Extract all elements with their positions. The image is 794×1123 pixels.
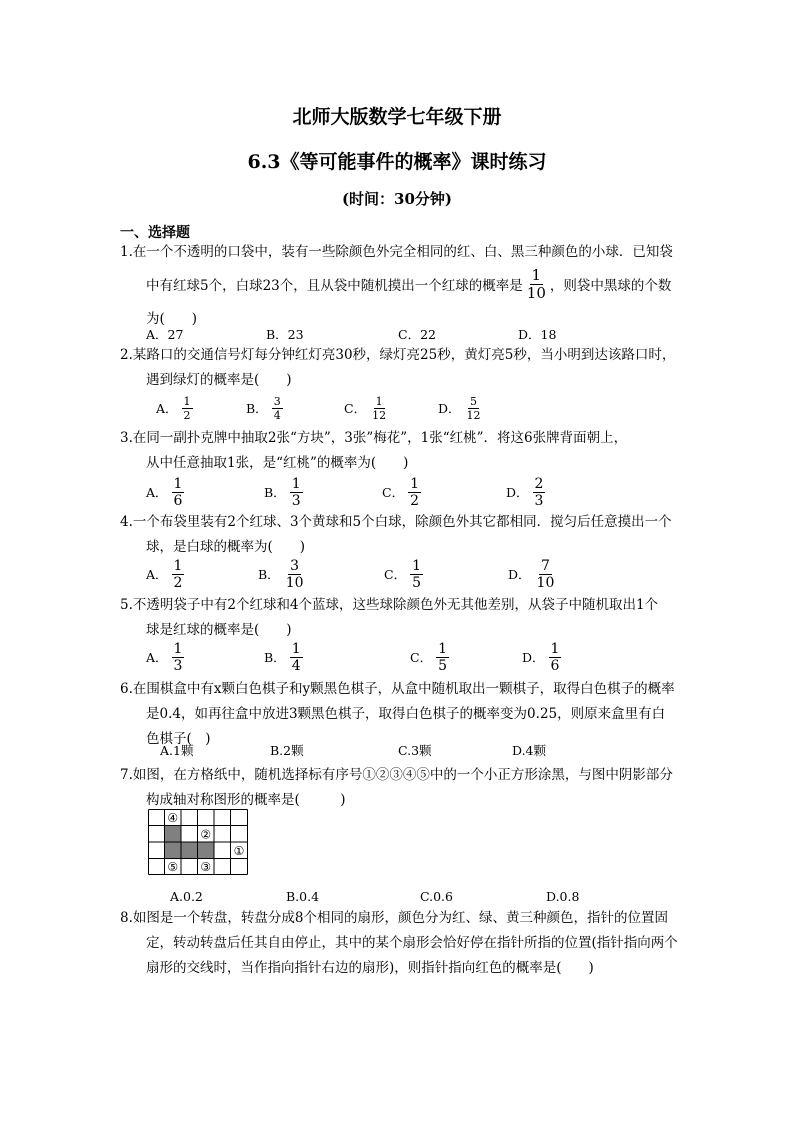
fraction-numerator: 3 [273,394,281,408]
option-a[interactable] [146,557,184,591]
fraction-numerator: 7 [540,557,550,574]
option-label: C． [384,567,407,582]
question-5-line-2: 球是红球的概率是( ) [146,622,292,638]
question-5-options [146,640,706,674]
option-label: A． [156,401,178,416]
fraction-numerator: 1 [291,640,301,657]
fraction-numerator: 1 [173,475,183,492]
question-3 [120,426,700,476]
option-label: D． [506,485,529,500]
option-label: B． [264,650,286,665]
fraction-denominator: 2 [183,408,191,422]
option-a[interactable]: A.1颗 [160,743,194,758]
cell-label-3[interactable]: ③ [200,860,212,874]
option-fraction [172,559,185,590]
question-1-line-1: 1.在一个不透明的口袋中，装有一些除颜色外完全相同的红、白、黑三种颜色的小球．已知袋 [120,244,673,260]
question-3-options [146,475,706,509]
question-1-line-3: 为( ) [146,311,198,327]
option-c[interactable]: C．22 [398,327,436,342]
fraction-numerator: 1 [291,475,301,492]
question-5-line-1: 5.不透明袋子中有2个红球和4个蓝球，这些球除颜色外无其他差别，从袋子中随机取出1个 [120,597,659,613]
option-b[interactable]: B.2颗 [270,743,304,758]
option-fraction [533,477,546,508]
fraction-numerator: 1 [438,640,447,657]
question-4-line-1: 4.一个布袋里装有2个红球、3个黄球和5个白球，除颜色外其它都相同．搅匀后任意摸出一个 [120,514,672,530]
option-fraction [408,477,421,508]
question-2-line-1: 2.某路口的交通信号灯每分钟红灯亮30秒，绿灯亮25秒，黄灯亮5秒，当小明到达该路口时， [120,347,676,363]
question-8 [120,906,700,981]
fraction-denominator: 4 [291,657,301,674]
fraction-denominator: 12 [372,408,387,422]
question-5 [120,593,700,643]
option-b[interactable] [264,475,303,509]
option-a[interactable]: A.0.2 [170,888,203,904]
option-fraction [172,477,185,508]
option-b[interactable] [258,557,306,591]
option-d[interactable]: D.4颗 [512,743,547,758]
option-fraction [410,559,423,590]
cell-label-2[interactable]: ② [200,827,212,842]
option-c[interactable] [384,557,423,591]
fraction-denominator: 3 [291,492,301,509]
option-label: D． [508,567,531,582]
option-b[interactable]: B.0.4 [286,888,320,904]
question-4-line-2: 球，是白球的概率为( ) [146,539,306,555]
grid-lines [149,810,248,875]
question-7 [120,763,700,813]
option-d[interactable] [506,475,545,509]
fraction-denominator: 5 [438,657,447,674]
option-b[interactable] [246,394,283,422]
question-2-line-2: 遇到绿灯的概率是( ) [146,372,292,388]
option-label: B． [264,485,286,500]
lesson-title: 6.3《等可能事件的概率》课时练习 [247,151,547,173]
fraction-numerator: 1 [375,394,383,408]
fraction-numerator: 1 [531,266,542,284]
option-label: C． [382,485,405,500]
section-heading: 一、选择题 [120,225,190,241]
time-limit: (时间：30分钟) [341,190,453,208]
shaded-cell [198,842,215,859]
question-8-line-2: 定，转动转盘后任其自由停止，其中的某个扇形会恰好停在指针所指的位置(指针指向两个 [146,935,678,951]
question-8-line-3: 扇形的交线时，当作指向指针右边的扇形)，则指针指向红色的概率是( ) [146,960,594,976]
option-a[interactable] [146,640,184,674]
question-6-options [146,736,706,764]
fraction-denominator: 4 [273,408,281,422]
option-label: D． [438,401,461,416]
fraction-numerator: 1 [173,557,183,574]
question-2-options [146,394,706,422]
shaded-cell [165,826,182,843]
question-1-line-2 [120,266,700,303]
grid-figure [148,809,248,875]
question-7-line-1: 7.如图，在方格纸中，随机选择标有序号①②③④⑤中的一个小正方形涂黑，与图中阴影部分 [120,767,673,783]
option-label: B． [246,401,268,416]
question-3-line-1: 3.在同一副扑克牌中抽取2张“方块”，3张”梅花”，1张“红桃”．将这6张牌背面朝上， [120,430,628,446]
option-fraction [465,396,483,421]
question-6-line-3: 色棋子( ) [146,731,211,747]
option-fraction [284,559,306,590]
option-c[interactable]: C.0.6 [420,888,453,904]
fraction-numerator: 1 [410,475,419,492]
question-4-options [146,557,706,591]
fraction-denominator: 6 [550,657,560,674]
fraction-numerator: 1 [412,557,421,574]
fraction-denominator: 12 [466,408,481,422]
fraction-denominator: 2 [410,492,419,509]
fraction-denominator: 10 [536,574,555,591]
fraction-numerator: 5 [470,394,478,408]
grid-svg [148,809,248,875]
option-fraction [290,642,303,673]
option-a[interactable] [156,394,193,422]
fraction-denominator: 5 [412,574,421,591]
cell-label-4[interactable]: ④ [167,811,179,825]
question-7-line-2: 构成轴对称图形的概率是( ) [146,792,346,808]
fraction-numerator: 2 [534,475,544,492]
option-label: A． [146,567,168,582]
option-c[interactable]: C.3颗 [398,743,432,758]
option-fraction [436,642,449,673]
fraction-denominator: 2 [173,574,183,591]
question-1-line-2-tail: ，则袋中黑球的个数 [549,278,672,294]
option-fraction [272,396,283,421]
shaded-cell [181,842,198,859]
option-label: A． [146,650,168,665]
option-d[interactable]: D.0.8 [546,888,580,904]
option-label: C． [344,401,367,416]
fraction-numerator: 1 [183,394,191,408]
cell-label-5[interactable]: ⑤ [167,860,179,874]
question-2 [120,343,700,393]
option-fraction [172,642,185,673]
shaded-cell [165,842,182,859]
fraction-denominator: 3 [173,657,183,674]
option-d[interactable] [522,640,561,674]
option-b[interactable]: B．23 [266,327,304,342]
option-b[interactable] [264,640,303,674]
option-d[interactable] [438,394,483,422]
option-fraction [370,396,388,421]
fraction-numerator: 3 [290,557,300,574]
option-c[interactable] [344,394,388,422]
option-d[interactable] [508,557,556,591]
option-c[interactable] [410,640,449,674]
option-a[interactable]: A．27 [146,327,184,342]
question-6-line-2: 是0.4，如再往盒中放进3颗黑色棋子，取得白色棋子的概率变为0.25，则原来盒里有白 [146,706,666,722]
question-1 [120,240,700,332]
document-title: 北师大版数学七年级下册 [292,106,502,128]
question-3-line-2: 从中任意抽取1张，是“红桃”的概率为( ) [146,455,409,471]
fraction-denominator: 3 [534,492,544,509]
question-1-fraction [525,268,548,301]
fraction-numerator: 1 [173,640,183,657]
option-label: C． [410,650,433,665]
option-label: B． [258,567,280,582]
question-8-line-1: 8.如图是一个转盘，转盘分成8个相同的扇形，颜色分为红、绿、黄三种颜色，指针的位置固 [120,910,668,926]
option-fraction [549,642,562,673]
option-c[interactable] [382,475,421,509]
option-d[interactable]: D．18 [518,327,557,342]
option-label: D． [522,650,545,665]
fraction-numerator: 1 [550,640,560,657]
option-fraction [290,477,303,508]
fraction-denominator: 10 [285,574,304,591]
question-1-line-2-text: 中有红球5个，白球23个，且从袋中随机摸出一个红球的概率是 [146,278,523,294]
cell-label-1[interactable]: ① [233,844,245,858]
fraction-denominator: 10 [526,284,546,302]
option-label: A． [146,485,168,500]
option-a[interactable] [146,475,184,509]
option-fraction [182,396,193,421]
fraction-denominator: 6 [173,492,183,509]
question-4 [120,510,700,560]
option-fraction [535,559,557,590]
question-6-line-1: 6.在围棋盒中有x颗白色棋子和y颗黑色棋子，从盒中随机取出一颗棋子，取得白色棋子的概率 [120,681,675,697]
